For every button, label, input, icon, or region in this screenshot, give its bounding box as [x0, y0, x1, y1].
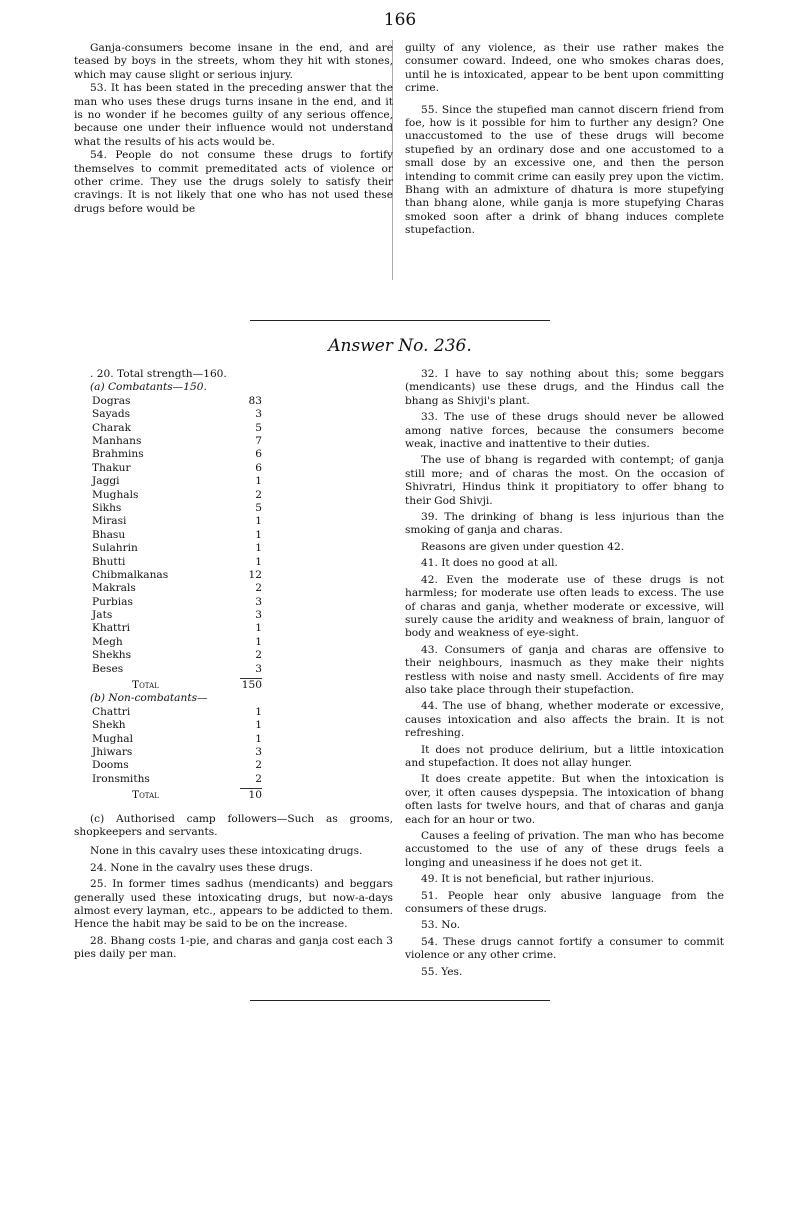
- paragraph: 32. I have to say nothing about this; some beggars (mendicants) use these drugs, and the Hindus call the bhang as Shivji's plant.: [405, 368, 724, 407]
- authorised-followers: (c) Authorised camp followers—Such as grooms, shopkeepers and servants.: [74, 812, 393, 838]
- paragraph: 44. The use of bhang, whether moderate or excessive, causes intoxication and also affects the brain. It is not refreshing.: [405, 700, 724, 740]
- table-row: Shekhs 2: [92, 649, 262, 662]
- page-number: 166: [383, 10, 417, 30]
- combatants-table: [92, 395, 262, 693]
- page-end-divider: [250, 1000, 550, 1001]
- table-row: Bhasu 1: [92, 528, 262, 541]
- paragraph: 53. It has been stated in the preceding answer that the man who uses these drugs turns insane in the end, and it is no wonder if he becomes guilty of any serious offence, because one under their influence would not understand what the results of his acts would be.: [74, 82, 393, 148]
- top-section: [74, 42, 724, 238]
- paragraph: 33. The use of these drugs should never be allowed among native forces, because the consumers become weak, inactive and inattentive to their duties.: [405, 411, 724, 451]
- paragraph: 55. Since the stupefied man cannot discern friend from foe, how is it possible for him to further any design? One unaccustomed to the use of these drugs will become stupefied by an ordinary dose and one accustomed to a small dose by an excessive one, and then the person intending to commit crime can easily prey upon the victim. Bhang with an admixture of dhatura is more stupefying than bhang alone, while ganja is more stupefying Charas smoked soon after a drink of bhang induces complete stupefaction.: [405, 103, 724, 237]
- paragraph: 49. It is not beneficial, but rather injurious.: [421, 873, 655, 886]
- paragraph: 51. People hear only abusive language from the consumers of these drugs.: [405, 889, 724, 916]
- paragraph: 53. No.: [421, 919, 461, 932]
- paragraph: 43. Consumers of ganja and charas are offensive to their neighbours, inasmuch as they make their nights restless with noise and nasty smell. Accidents of fire may also take place through their stupefaction.: [405, 643, 724, 696]
- paragraph: 42. Even the moderate use of these drugs is not harmless; for moderate use often leads to excess. The use of charas and ganja, whether moderate or excessive, will surely cause the aridity and weakness of brain, languor of body and weakness of eye-sight.: [405, 573, 724, 640]
- paragraph: 28. Bhang costs 1-pie, and charas and ganja cost each 3 pies daily per man.: [74, 934, 393, 961]
- table-row: Sulahrin 1: [92, 542, 262, 555]
- table-row: Bhutti 1: [92, 555, 262, 568]
- table-row: Khattri 1: [92, 622, 262, 635]
- table-row: Mughal 1: [92, 732, 262, 745]
- table-row: Jats 3: [92, 609, 262, 622]
- table-row: Jhiwars 3: [92, 745, 262, 758]
- paragraph: It does create appetite. But when the intoxication is over, it often causes dyspepsia. The intoxication of bhang often lasts for twelve hours, and that of charas and ganja each for an hour or two.: [405, 773, 724, 826]
- paragraph: 25. In former times sadhus (mendicants) and beggars generally used these intoxicating drugs, but now-a-days almost every layman, etc., appears to be addicted to them. Hence the habit may be said to be on the increase.: [74, 878, 393, 931]
- total-strength: . 20. Total strength—160.: [90, 368, 227, 380]
- answer-heading: Answer No. 236.: [328, 336, 472, 356]
- paragraph: None in this cavalry uses these intoxicating drugs.: [90, 845, 363, 858]
- paragraph: 55. Yes.: [421, 965, 463, 978]
- table-row: Dooms 2: [92, 759, 262, 772]
- paragraph: The use of bhang is regarded with contempt; of ganja still more; and of charas the most. On the occasion of Shivratri, Hindus think it propitiatory to offer bhang to their God Shivji.: [405, 454, 724, 507]
- paragraph: 41. It does no good at all.: [421, 557, 558, 570]
- top-left-column: [74, 42, 393, 238]
- table-row: Purbias 3: [92, 595, 262, 608]
- table-row: Mirasi 1: [92, 515, 262, 528]
- table-row: Megh 1: [92, 635, 262, 648]
- bottom-section: [74, 368, 724, 979]
- paragraph: 54. People do not consume these drugs to fortify themselves to commit premeditated acts of violence or other crime. They use the drugs solely to satisfy their cravings. It is not likely that one who has not used these drugs before would be: [74, 149, 393, 215]
- total-row: Total 10: [132, 789, 262, 802]
- paragraph: Causes a feeling of privation. The man who has become accustomed to the use of any of these drugs feels a longing and uneasiness if he does not get it.: [405, 830, 724, 869]
- table-row: Mughals 2: [92, 488, 262, 501]
- table-row: Chattri 1: [92, 705, 262, 718]
- table-row: Brahmins 6: [92, 448, 262, 461]
- paragraph: 39. The drinking of bhang is less injurious than the smoking of ganja and charas.: [405, 511, 724, 537]
- paragraph: It does not produce delirium, but a little intoxication and stupefaction. It does not allay hunger.: [405, 743, 724, 769]
- paragraph: 54. These drugs cannot fortify a consumer to commit violence or any other crime.: [405, 935, 724, 962]
- paragraph: Reasons are given under question 42.: [421, 540, 625, 553]
- table-row: Chibmalkanas 12: [92, 568, 262, 581]
- noncombatants-table: [92, 706, 262, 803]
- table-row: Sayads 3: [92, 408, 262, 421]
- paragraph: 24. None in the cavalry uses these drugs.: [90, 861, 313, 874]
- table-row: Dogras 83: [92, 394, 262, 407]
- table-row: Manhans 7: [92, 434, 262, 447]
- paragraph: guilty of any violence, as their use rather makes the consumer coward. Indeed, one who smokes charas does, until he is intoxicated, appear to be bent upon committing crime.: [405, 42, 724, 95]
- top-right-column: [405, 42, 724, 238]
- table-row: Thakur 6: [92, 461, 262, 474]
- noncombatants-heading: (b) Non-combatants—: [90, 692, 208, 705]
- table-row: Beses 3: [92, 662, 262, 675]
- bottom-right-column: [405, 368, 724, 979]
- table-row: Sikhs 5: [92, 501, 262, 514]
- bottom-left-column: [74, 368, 393, 979]
- table-row: Charak 5: [92, 421, 262, 434]
- table-row: Shekh 1: [92, 719, 262, 732]
- total-row: Total 150: [132, 679, 262, 692]
- table-row: Makrals 2: [92, 582, 262, 595]
- section-divider: [250, 320, 550, 321]
- table-row: Jaggi 1: [92, 475, 262, 488]
- table-row: Ironsmiths 2: [92, 772, 262, 785]
- combatants-heading: (a) Combatants—150.: [90, 381, 207, 394]
- paragraph: Ganja-consumers become insane in the end, and are teased by boys in the streets, whom they hit with stones, which may cause slight or serious injury.: [74, 42, 393, 81]
